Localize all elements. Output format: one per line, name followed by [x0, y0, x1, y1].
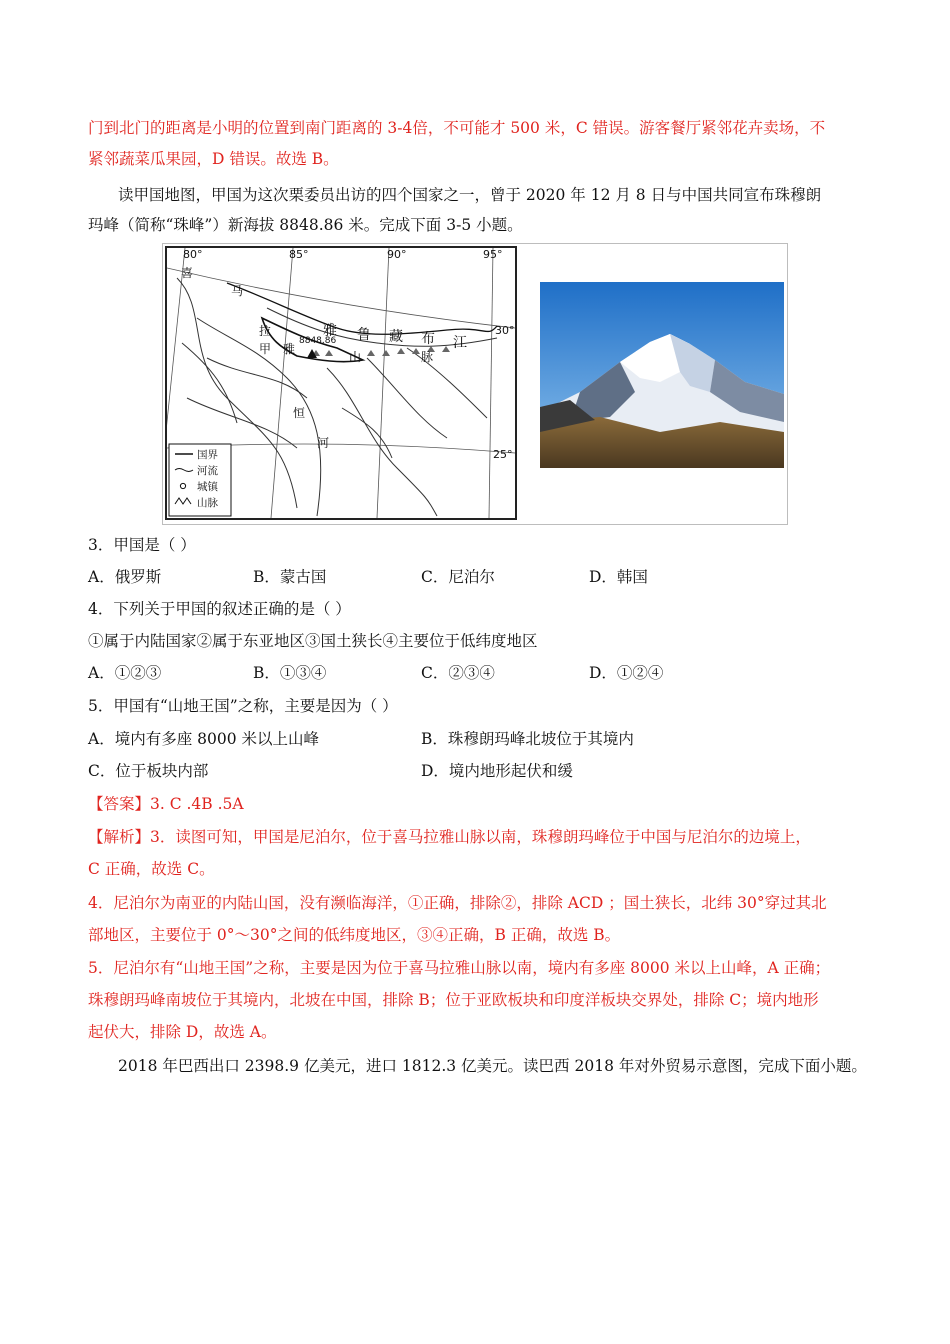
answer-line: 【答案】3. C .4B .5A — [88, 795, 244, 813]
lon-label-95: 95° — [483, 248, 503, 261]
analysis-line-7: 起伏大，排除 D，故选 A。 — [88, 1023, 277, 1041]
legend-town: 城镇 — [197, 481, 218, 493]
analysis-line-3: 4．尼泊尔为南亚的内陆山国，没有濒临海洋，①正确，排除②，排除 ACD ；国土狭长，北纬 30°穿过其北 — [88, 894, 827, 912]
river-char-4: 布 — [421, 331, 435, 347]
label-he: 河 — [317, 436, 330, 450]
intro-line-1: 门到北门的距离是小明的位置到南门距离的 3-4倍，不可能才 500 米，C 错误。游客餐厅紧邻花卉卖场，不 — [88, 119, 826, 137]
river-char-3: 藏 — [389, 329, 403, 345]
q4-option-c[interactable]: C．②③④ — [421, 664, 495, 682]
label-shan: 山 — [349, 350, 362, 364]
q3-option-c[interactable]: C．尼泊尔 — [421, 568, 495, 586]
q4-statements: ①属于内陆国家②属于东亚地区③国土狭长④主要位于低纬度地区 — [88, 632, 538, 650]
lat-label-30: 30° — [495, 324, 515, 337]
q3-option-a[interactable]: A．俄罗斯 — [88, 568, 162, 586]
intro-line-2: 紧邻蔬菜瓜果园，D 错误。故选 B。 — [88, 150, 339, 168]
label-la: 拉 — [259, 324, 272, 338]
figure-panel — [162, 243, 788, 525]
q4-option-b[interactable]: B．①③④ — [253, 664, 327, 682]
next-passage: 2018 年巴西出口 2398.9 亿美元，进口 1812.3 亿美元。读巴西 2018 年对外贸易示意图，完成下面小题。 — [118, 1057, 867, 1075]
label-jia: 甲 — [259, 342, 272, 356]
q4-stem: 4．下列关于甲国的叙述正确的是（ ） — [88, 600, 351, 618]
analysis-line-5: 5．尼泊尔有“山地王国”之称，主要是因为位于喜马拉雅山脉以南，境内有多座 8000 米以上山峰，A 正确； — [88, 959, 831, 977]
q3-option-b[interactable]: B．蒙古国 — [253, 568, 327, 586]
nepal-map — [165, 246, 517, 520]
passage-line-1: 读甲国地图，甲国为这次栗委员出访的四个国家之一，曾于 2020 年 12 月 8 日与中国共同宣布珠穆朗 — [118, 186, 822, 204]
label-xi: 喜 — [181, 266, 194, 280]
legend-river: 河流 — [197, 465, 218, 477]
analysis-line-1: 【解析】3．读图可知，甲国是尼泊尔，位于喜马拉雅山脉以南，珠穆朗玛峰位于中国与尼泊尔的边境上， — [88, 828, 811, 846]
river-char-2: 鲁 — [357, 327, 371, 343]
legend-border: 国界 — [197, 449, 218, 461]
peak-elevation: 8848.86 — [299, 336, 337, 346]
q3-stem: 3．甲国是（ ） — [88, 536, 196, 554]
analysis-line-6: 珠穆朗玛峰南坡位于其境内，北坡在中国，排除 B；位于亚欧板块和印度洋板块交界处，排除 C；境内地形 — [88, 991, 819, 1009]
q3-option-d[interactable]: D．韩国 — [589, 568, 648, 586]
lon-label-80: 80° — [183, 248, 203, 261]
lon-label-85: 85° — [289, 248, 309, 261]
q5-option-b[interactable]: B．珠穆朗玛峰北坡位于其境内 — [421, 730, 634, 748]
everest-photo — [540, 282, 784, 468]
river-char-1: 雅 — [323, 323, 337, 339]
q5-option-c[interactable]: C．位于板块内部 — [88, 762, 209, 780]
passage-line-2: 玛峰（简称“珠峰”）新海拔 8848.86 米。完成下面 3-5 小题。 — [88, 216, 523, 234]
everest-photo-svg — [540, 282, 784, 468]
analysis-line-4: 部地区，主要位于 0°～30°之间的低纬度地区，③④正确，B 正确，故选 B。 — [88, 926, 621, 944]
river-char-5: 江 — [453, 335, 467, 351]
label-ya: 雅 — [283, 342, 296, 356]
label-ma: 马 — [231, 284, 244, 298]
label-mai: 脉 — [421, 350, 434, 364]
q5-option-a[interactable]: A．境内有多座 8000 米以上山峰 — [88, 730, 319, 748]
label-heng: 恒 — [293, 406, 306, 420]
q4-option-d[interactable]: D．①②④ — [589, 664, 664, 682]
q4-option-a[interactable]: A．①②③ — [88, 664, 162, 682]
map-svg — [167, 248, 515, 518]
analysis-line-2: C 正确，故选 C。 — [88, 860, 215, 878]
q5-option-d[interactable]: D．境内地形起伏和缓 — [421, 762, 573, 780]
lat-label-25: 25° — [493, 448, 513, 461]
legend-mountain: 山脉 — [197, 497, 218, 509]
q5-stem: 5．甲国有“山地王国”之称，主要是因为（ ） — [88, 697, 398, 715]
lon-label-90: 90° — [387, 248, 407, 261]
